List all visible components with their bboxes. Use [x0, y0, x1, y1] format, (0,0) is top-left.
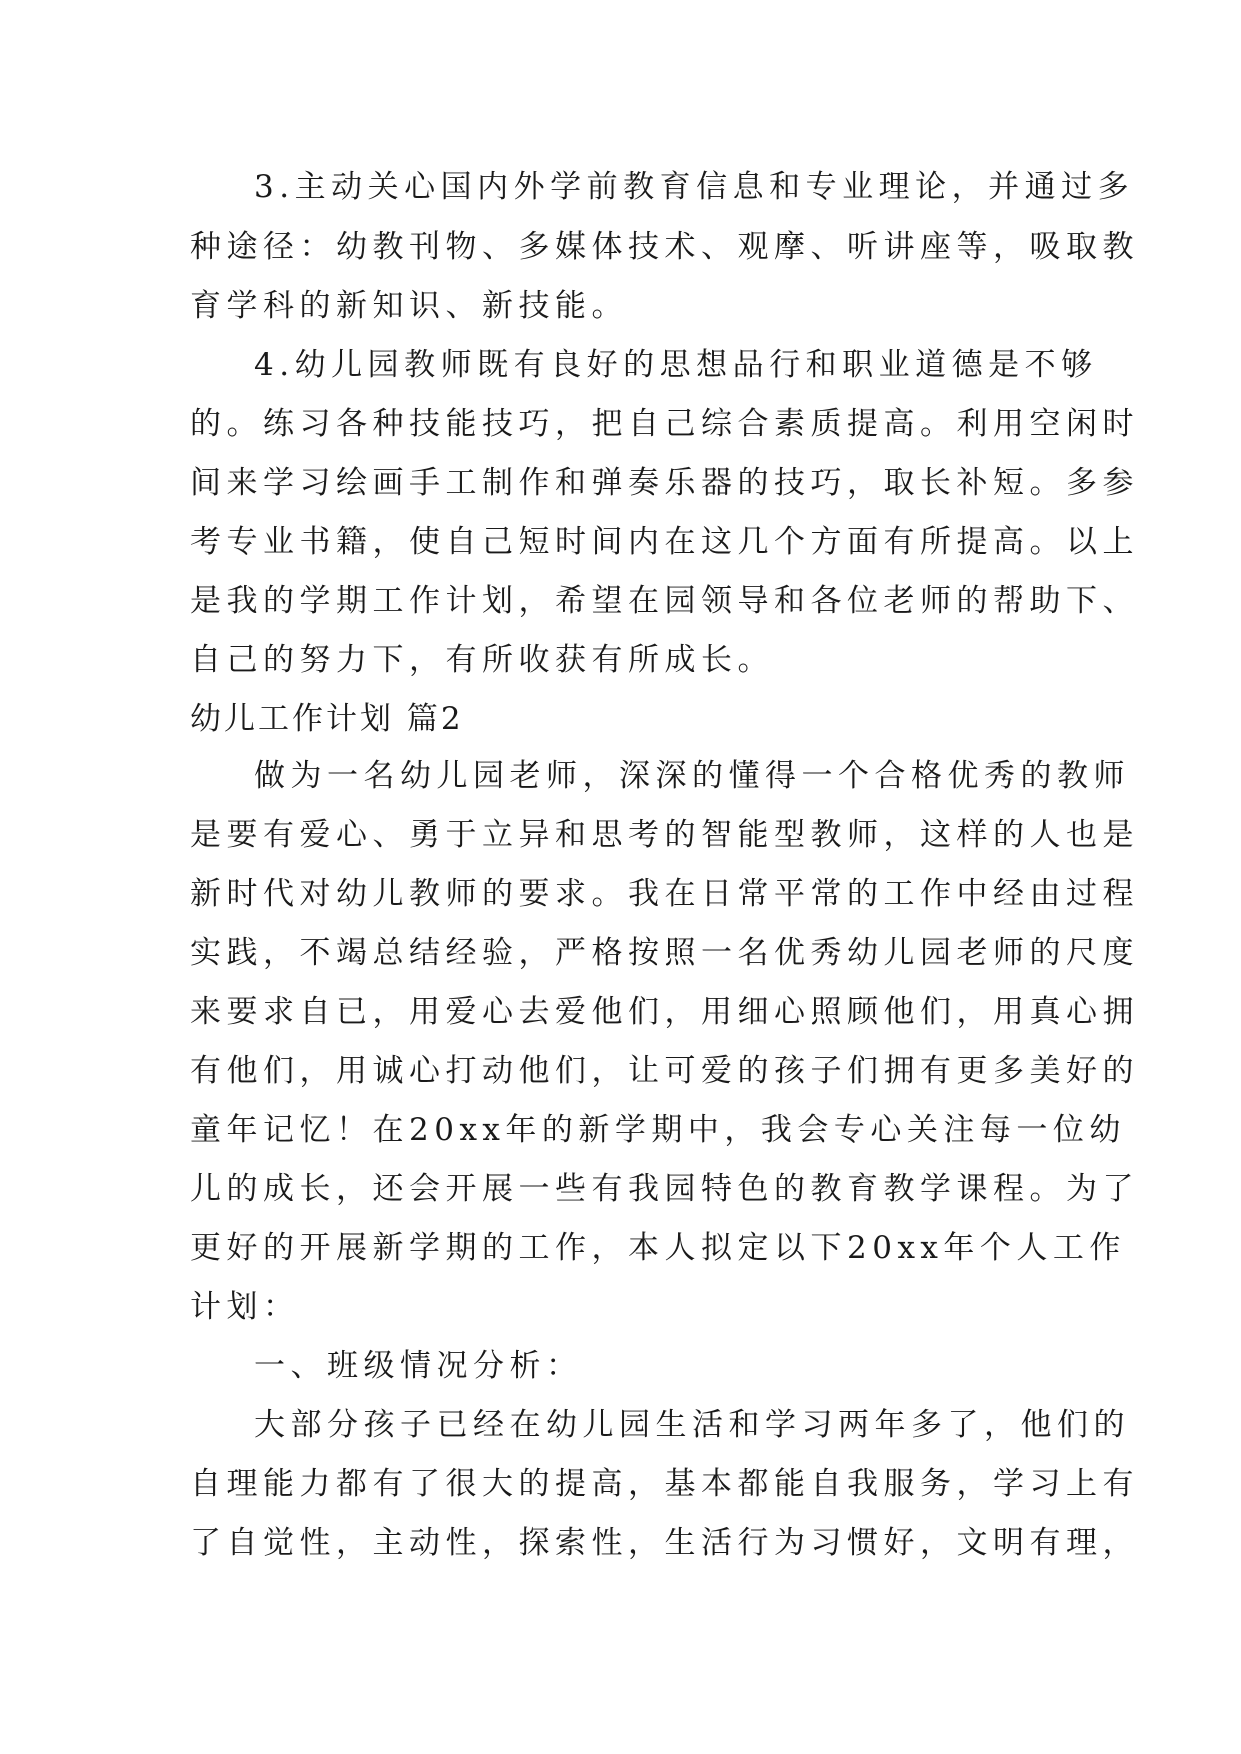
paragraph-line: 更好的开展新学期的工作，本人拟定以下20xx年个人工作 [190, 1230, 1126, 1266]
paragraph-line: 是我的学期工作计划，希望在园领导和各位老师的帮助下、 [190, 583, 1139, 619]
paragraph-line: 4.幼儿园教师既有良好的思想品行和职业道德是不够 [254, 347, 1098, 383]
paragraph-line: 3.主动关心国内外学前教育信息和专业理论，并通过多 [254, 169, 1135, 205]
subheading: 一、班级情况分析： [254, 1348, 583, 1384]
paragraph-line: 自理能力都有了很大的提高，基本都能自我服务，学习上有 [190, 1466, 1139, 1502]
paragraph-line: 的。练习各种技能技巧，把自己综合素质提高。利用空闲时 [190, 406, 1139, 442]
paragraph-line: 新时代对幼儿教师的要求。我在日常平常的工作中经由过程 [190, 876, 1139, 912]
paragraph-line: 间来学习绘画手工制作和弹奏乐器的技巧，取长补短。多参 [190, 465, 1139, 501]
paragraph-line: 种途径：幼教刊物、多媒体技术、观摩、听讲座等，吸取教 [190, 229, 1139, 265]
paragraph-line: 童年记忆！在20xx年的新学期中，我会专心关注每一位幼 [190, 1112, 1126, 1148]
paragraph-line: 来要求自已，用爱心去爱他们，用细心照顾他们，用真心拥 [190, 994, 1139, 1030]
paragraph-line: 自己的努力下，有所收获有所成长。 [190, 642, 774, 678]
paragraph-line: 是要有爱心、勇于立异和思考的智能型教师，这样的人也是 [190, 817, 1139, 853]
paragraph-line: 了自觉性，主动性，探索性，生活行为习惯好，文明有理， [190, 1525, 1139, 1561]
paragraph-line: 实践，不竭总结经验，严格按照一名优秀幼儿园老师的尺度 [190, 935, 1139, 971]
section-heading: 幼儿工作计划 篇2 [190, 701, 464, 737]
paragraph-line: 有他们，用诚心打动他们，让可爱的孩子们拥有更多美好的 [190, 1053, 1139, 1089]
paragraph-line: 儿的成长，还会开展一些有我园特色的教育教学课程。为了 [190, 1171, 1139, 1207]
paragraph-line: 大部分孩子已经在幼儿园生活和学习两年多了，他们的 [254, 1407, 1130, 1443]
paragraph-line: 考专业书籍，使自己短时间内在这几个方面有所提高。以上 [190, 524, 1139, 560]
paragraph-line: 育学科的新知识、新技能。 [190, 288, 628, 324]
paragraph-line: 计划： [190, 1289, 300, 1325]
paragraph-line: 做为一名幼儿园老师，深深的懂得一个合格优秀的教师 [254, 758, 1130, 794]
